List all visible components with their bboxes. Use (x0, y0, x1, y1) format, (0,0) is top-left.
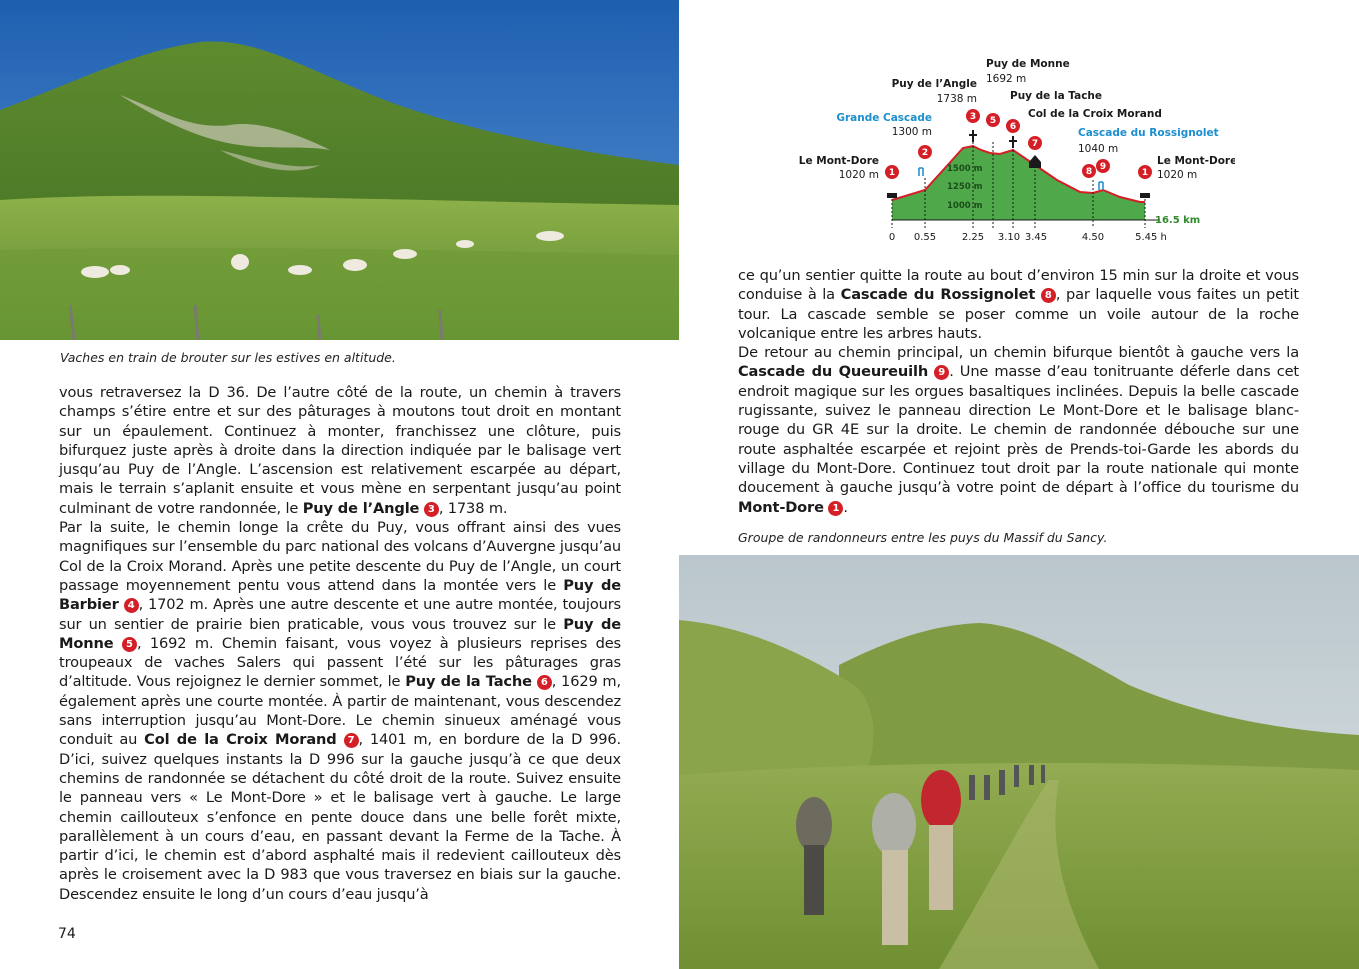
time-tick: 4.50 (1081, 232, 1105, 243)
waypoint-badge: 3 (424, 502, 439, 517)
point-alt: 1738 m (936, 93, 977, 105)
point-name: Le Mont-Dore (798, 155, 879, 167)
text: Par la suite, le chemin longe la crête du Puy, vous offrant ainsi des vues magnifiques sur l’ensemble du parc national des volcans d’Auvergne jusqu’au Col de la Croix Morand. Après une petite descente du Puy de l’Angle, un court passage moyennement pentu vous attend dans la montée vers le (59, 519, 621, 594)
time-tick: 3.45 (1024, 232, 1048, 243)
point-name: Le Mont-Dore (1157, 155, 1235, 167)
text: , 1702 m. Après une autre descente et une autre montée, toujours sur un sentier de prairie bien praticable, vous vous trouvez sur le (59, 596, 621, 633)
text: , par laquelle vous faites un petit tour. La cascade semble se poser comme un voile autour de la roche volcanique entre les arbres hauts. (738, 286, 1299, 342)
waypoint-badge: 9 (934, 365, 949, 380)
badge-number: 9 (1099, 162, 1107, 172)
text: , 1738 m. (438, 499, 508, 517)
profile-area (892, 146, 1145, 220)
point-name: Grande Cascade (836, 112, 932, 124)
right-photo-caption: Groupe de randonneurs entre les puys du Massif du Sancy. (738, 530, 1108, 545)
time-tick: 0.55 (913, 232, 937, 243)
paragraph (59, 518, 621, 904)
place-name: Puy de Barbier (59, 576, 621, 614)
point-alt: 1692 m (986, 73, 1027, 85)
point-alt: 1020 m (838, 169, 879, 181)
badge-number: 1 (888, 168, 896, 178)
waypoint-badge: 7 (344, 733, 359, 748)
waterfall-icon (919, 168, 923, 176)
waypoint-badge: 5 (122, 637, 137, 652)
town-icon (1140, 193, 1150, 198)
point-name: Col de la Croix Morand (1028, 108, 1162, 120)
place-name: Cascade du Rossignolet (840, 286, 1036, 304)
hut-icon (1029, 155, 1041, 168)
text: . Une masse d’eau tonitruante déferle dans cet endroit magique sur les orgues basaltiques inclinées. Depuis la belle cascade rugissante, suivez le panneau direction Le Mont-Dore et le balisage blanc-rouge du GR 4E sur la droite. Le chemin de randonnée débouche sur une route asphaltée escarpée et rejoint près de Prends-toi-Garde les abords du village du Mont-Dore. Continuez tout droit par la route nationale qui monte doucement à gauche jusqu’à votre point de départ à l’office du tourisme du (738, 363, 1299, 497)
time-tick: 5.45 h (1135, 232, 1167, 243)
page-number: 74 (58, 926, 76, 942)
text: , 1629 m, également après une courte montée. À partir de maintenant, vous descendez sans interruption jusqu’au Mont-Dore. Le chemin sinueux aménagé vous conduit au (59, 673, 621, 749)
left-photo-caption: Vaches en train de brouter sur les estives en altitude. (60, 350, 396, 365)
town-icon (887, 193, 897, 198)
badge-number: 7 (1031, 139, 1039, 149)
elev-tick: 1500 m (947, 164, 983, 174)
time-tick: 2.25 (961, 232, 985, 243)
paragraph (738, 266, 1299, 343)
text: , 1692 m. Chemin faisant, vous voyez à plusieurs reprises des troupeaux de vaches Salers qui passent l’été sur les pâturages gras d’altitude. Vous rejoignez le dernier sommet, le (59, 634, 621, 691)
paragraph (738, 343, 1299, 517)
point-name: Cascade du Rossignolet (1078, 127, 1219, 139)
hikers-photo (679, 555, 1359, 969)
place-name: Mont-Dore (738, 498, 824, 516)
elev-tick: 1000 m (947, 201, 983, 211)
paragraph (59, 383, 621, 518)
text: De retour au chemin principal, un chemin bifurque bientôt à gauche vers la (738, 344, 1299, 362)
waypoint-badge: 8 (1041, 288, 1056, 303)
waterfall-icon (1099, 182, 1103, 190)
text-column-left (59, 383, 621, 904)
badge-number: 5 (989, 116, 997, 126)
point-alt: 1020 m (1157, 169, 1198, 181)
text-column-right (738, 266, 1299, 517)
place-name: Col de la Croix Morand (144, 731, 337, 749)
badge-number: 6 (1009, 122, 1017, 132)
elevation-profile (795, 50, 1235, 250)
place-name: Puy de la Tache (405, 673, 532, 691)
badge-number: 8 (1085, 167, 1093, 177)
place-name: Cascade du Queureuilh (738, 363, 929, 381)
point-alt: 1300 m (891, 126, 932, 138)
point-name: Puy de Monne (986, 58, 1070, 70)
text: ce qu’un sentier quitte la route au bout d’environ 15 min sur la droite et vous conduise à la (738, 267, 1299, 304)
place-name: Puy de l’Angle (302, 499, 420, 517)
waypoint-badge: 4 (124, 598, 139, 613)
time-tick: 3.10 (997, 232, 1021, 243)
cows-grazing-photo (0, 0, 679, 340)
cross-icon (1009, 136, 1017, 148)
text: vous retraversez la D 36. De l’autre côté de la route, un chemin à travers champs s’étire entre et sur des pâturages à moutons tout droit en montant sur un épaulement. Continuez à monter, franchissez une clôture, puis bifurquez juste après à droite dans la direction indiquée par le balisage vert jusqu’au Puy de l’Angle. L’ascension est relativement escarpée au départ, mais le terrain s’aplanit ensuite et vous mène en serpentant jusqu’au point culminant de votre randonnée, le (59, 384, 621, 517)
point-name: Puy de l’Angle (891, 78, 977, 90)
waypoint-badge: 6 (537, 675, 552, 690)
badge-number: 2 (921, 148, 929, 158)
badge-number: 1 (1141, 168, 1149, 178)
waypoint-badge: 1 (828, 501, 843, 516)
point-alt: 1040 m (1078, 143, 1119, 155)
elev-tick: 1250 m (947, 182, 983, 192)
distance-label: 16.5 km (1155, 215, 1201, 226)
point-name: Puy de la Tache (1010, 90, 1103, 102)
cross-icon (969, 130, 977, 142)
time-tick: 0 (888, 232, 896, 243)
badge-number: 3 (969, 112, 977, 122)
text: . (843, 498, 848, 516)
place-name: Puy de Monne (59, 615, 621, 652)
text: , 1401 m, en bordure de la D 996. D’ici, suivez quelques instants la D 996 sur la gauche jusqu’à ce que deux chemins de randonnée se détachent du côté droit de la route. Suivez ensuite le panneau vers « Le Mont-Dore » et le balisage vert à gauche. Le large chemin caillouteux s’enfonce en pente douce dans une belle forêt mixte, parallèlement à un cours d’eau, en passant devant la Ferme de la Tache. À partir d’ici, le chemin est d’abord asphalté mais il redevient caillouteux dès après le croisement avec la D 983 que vous traversez en biais sur la gauche. Descendez ensuite le long d’un cours d’eau jusqu’à (59, 731, 621, 903)
